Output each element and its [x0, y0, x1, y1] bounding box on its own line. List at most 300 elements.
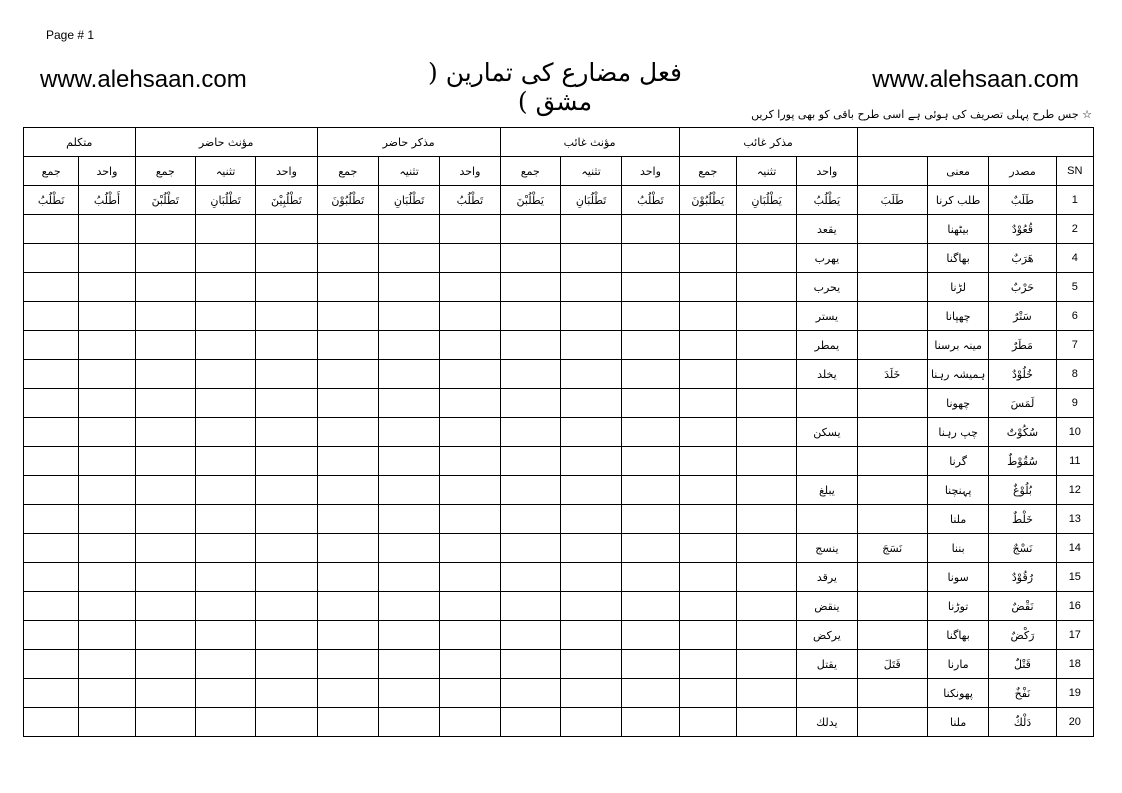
empty-form-cell[interactable] [378, 447, 439, 476]
empty-form-cell[interactable] [256, 592, 317, 621]
empty-form-cell[interactable] [500, 360, 560, 389]
cell-masdar: قُعُوْدٌ [989, 215, 1056, 244]
empty-form-cell[interactable] [679, 563, 736, 592]
empty-form-cell[interactable] [622, 650, 679, 679]
empty-form-cell[interactable] [24, 621, 79, 650]
empty-form-cell[interactable] [195, 534, 255, 563]
empty-form-cell[interactable] [500, 534, 560, 563]
empty-form-cell[interactable] [79, 505, 135, 534]
empty-form-cell[interactable] [317, 708, 378, 737]
empty-form-cell[interactable] [317, 389, 378, 418]
empty-form-cell[interactable] [256, 534, 317, 563]
empty-form-cell[interactable] [679, 476, 736, 505]
empty-form-cell[interactable] [560, 679, 621, 708]
empty-form-cell[interactable] [24, 679, 79, 708]
empty-form-cell[interactable] [560, 302, 621, 331]
empty-form-cell[interactable] [679, 360, 736, 389]
cell-sn: 4 [1056, 244, 1093, 273]
empty-form-cell[interactable] [79, 302, 135, 331]
cell-masdar: دَلْكٌ [989, 708, 1056, 737]
table-row [24, 360, 1094, 389]
empty-form-cell[interactable] [256, 389, 317, 418]
empty-form-cell[interactable] [317, 505, 378, 534]
empty-form-cell[interactable] [378, 331, 439, 360]
empty-form-cell[interactable] [560, 447, 621, 476]
website-left[interactable]: www.alehsaan.com [40, 66, 247, 93]
empty-form-cell[interactable] [378, 708, 439, 737]
empty-form-cell[interactable] [317, 331, 378, 360]
empty-form-cell[interactable] [24, 505, 79, 534]
empty-form-cell[interactable] [195, 302, 255, 331]
empty-form-cell[interactable] [560, 273, 621, 302]
cell-mudari[interactable]: يبلغ [797, 476, 857, 505]
empty-form-cell[interactable] [736, 679, 796, 708]
empty-form-cell[interactable] [736, 360, 796, 389]
empty-form-cell[interactable] [440, 447, 500, 476]
empty-form-cell[interactable] [679, 708, 736, 737]
empty-form-cell[interactable] [560, 215, 621, 244]
empty-form-cell[interactable] [679, 273, 736, 302]
empty-form-cell[interactable] [440, 273, 500, 302]
empty-form-cell[interactable] [622, 331, 679, 360]
empty-form-cell[interactable] [378, 534, 439, 563]
empty-form-cell[interactable] [256, 273, 317, 302]
empty-form-cell[interactable] [24, 389, 79, 418]
empty-form-cell[interactable] [135, 679, 195, 708]
empty-form-cell[interactable] [378, 302, 439, 331]
empty-form-cell[interactable] [378, 215, 439, 244]
cell-form: يَطْلُبْنَ [500, 186, 560, 215]
empty-form-cell[interactable] [195, 389, 255, 418]
empty-form-cell[interactable] [256, 650, 317, 679]
empty-form-cell[interactable] [135, 650, 195, 679]
empty-form-cell[interactable] [135, 621, 195, 650]
cell-madi [857, 302, 927, 331]
col-wahid: واحد [79, 157, 135, 186]
empty-form-cell[interactable] [378, 563, 439, 592]
cell-mani: ہمیشہ رہنا [927, 360, 988, 389]
empty-form-cell[interactable] [79, 534, 135, 563]
empty-form-cell[interactable] [195, 360, 255, 389]
table-row [24, 534, 1094, 563]
empty-form-cell[interactable] [736, 418, 796, 447]
empty-form-cell[interactable] [736, 389, 796, 418]
empty-form-cell[interactable] [24, 418, 79, 447]
empty-form-cell[interactable] [195, 331, 255, 360]
cell-madi [857, 505, 927, 534]
empty-form-cell[interactable] [24, 708, 79, 737]
empty-form-cell[interactable] [440, 708, 500, 737]
empty-form-cell[interactable] [256, 679, 317, 708]
empty-form-cell[interactable] [24, 592, 79, 621]
empty-form-cell[interactable] [500, 215, 560, 244]
empty-form-cell[interactable] [317, 418, 378, 447]
empty-form-cell[interactable] [195, 621, 255, 650]
empty-form-cell[interactable] [440, 331, 500, 360]
cell-mudari[interactable]: يقعد [797, 215, 857, 244]
empty-form-cell[interactable] [736, 447, 796, 476]
cell-form: تَطْلُبُ [440, 186, 500, 215]
empty-form-cell[interactable] [135, 215, 195, 244]
empty-form-cell[interactable] [560, 563, 621, 592]
empty-form-cell[interactable] [79, 273, 135, 302]
cell-sn: 9 [1056, 389, 1093, 418]
empty-form-cell[interactable] [195, 708, 255, 737]
empty-form-cell[interactable] [440, 418, 500, 447]
empty-form-cell[interactable] [195, 418, 255, 447]
cell-form: تَطْلُبَانِ [560, 186, 621, 215]
empty-form-cell[interactable] [378, 505, 439, 534]
cell-mani: بھاگنا [927, 244, 988, 273]
empty-form-cell[interactable] [679, 389, 736, 418]
empty-form-cell[interactable] [317, 592, 378, 621]
cell-sn: 18 [1056, 650, 1093, 679]
empty-form-cell[interactable] [440, 360, 500, 389]
empty-form-cell[interactable] [24, 244, 79, 273]
empty-form-cell[interactable] [79, 679, 135, 708]
empty-form-cell[interactable] [24, 273, 79, 302]
empty-form-cell[interactable] [79, 389, 135, 418]
empty-form-cell[interactable] [622, 302, 679, 331]
empty-form-cell[interactable] [560, 331, 621, 360]
cell-mudari[interactable]: يهرب [797, 244, 857, 273]
empty-form-cell[interactable] [135, 447, 195, 476]
empty-form-cell[interactable] [500, 418, 560, 447]
empty-form-cell[interactable] [622, 708, 679, 737]
cell-form: تَطْلُبِيْنَ [256, 186, 317, 215]
empty-form-cell[interactable] [24, 447, 79, 476]
empty-form-cell[interactable] [378, 650, 439, 679]
empty-form-cell[interactable] [679, 302, 736, 331]
cell-madi [857, 679, 927, 708]
empty-form-cell[interactable] [24, 563, 79, 592]
empty-form-cell[interactable] [736, 563, 796, 592]
empty-form-cell[interactable] [679, 244, 736, 273]
empty-form-cell[interactable] [736, 476, 796, 505]
empty-form-cell[interactable] [135, 563, 195, 592]
empty-form-cell[interactable] [135, 331, 195, 360]
empty-form-cell[interactable] [256, 215, 317, 244]
cell-mudari[interactable]: يخلد [797, 360, 857, 389]
empty-form-cell[interactable] [736, 650, 796, 679]
empty-form-cell[interactable] [24, 331, 79, 360]
empty-form-cell[interactable] [560, 418, 621, 447]
empty-form-cell[interactable] [195, 592, 255, 621]
empty-form-cell[interactable] [679, 215, 736, 244]
empty-form-cell[interactable] [195, 650, 255, 679]
cell-mudari[interactable]: يدلك [797, 708, 857, 737]
empty-form-cell[interactable] [378, 476, 439, 505]
cell-form: يَطْلُبُ [797, 186, 857, 215]
empty-form-cell[interactable] [500, 592, 560, 621]
cell-mudari[interactable]: ينسج [797, 534, 857, 563]
empty-form-cell[interactable] [500, 650, 560, 679]
cell-mani: گرنا [927, 447, 988, 476]
empty-form-cell[interactable] [440, 244, 500, 273]
empty-form-cell[interactable] [622, 621, 679, 650]
empty-form-cell[interactable] [378, 244, 439, 273]
website-right[interactable]: www.alehsaan.com [872, 66, 1079, 93]
empty-form-cell[interactable] [195, 273, 255, 302]
empty-form-cell[interactable] [560, 505, 621, 534]
empty-form-cell[interactable] [79, 476, 135, 505]
cell-madi [857, 215, 927, 244]
cell-mudari[interactable] [797, 505, 857, 534]
empty-form-cell[interactable] [622, 679, 679, 708]
empty-form-cell[interactable] [256, 476, 317, 505]
cell-mudari[interactable] [797, 679, 857, 708]
empty-form-cell[interactable] [500, 302, 560, 331]
empty-form-cell[interactable] [378, 592, 439, 621]
empty-form-cell[interactable] [79, 621, 135, 650]
cell-form: تَطْلُبُوْنَ [317, 186, 378, 215]
empty-form-cell[interactable] [500, 447, 560, 476]
empty-form-cell[interactable] [440, 679, 500, 708]
group-mutakallim: متکلم [24, 128, 136, 157]
empty-form-cell[interactable] [256, 302, 317, 331]
empty-form-cell[interactable] [679, 621, 736, 650]
empty-form-cell[interactable] [256, 331, 317, 360]
empty-form-cell[interactable] [736, 621, 796, 650]
empty-form-cell[interactable] [378, 621, 439, 650]
empty-form-cell[interactable] [679, 592, 736, 621]
empty-form-cell[interactable] [195, 679, 255, 708]
empty-form-cell[interactable] [256, 621, 317, 650]
empty-form-cell[interactable] [79, 418, 135, 447]
table-row [24, 621, 1094, 650]
cell-masdar: حَرْبٌ [989, 273, 1056, 302]
col-tasniya: تثنیہ [560, 157, 621, 186]
empty-form-cell[interactable] [500, 708, 560, 737]
empty-form-cell[interactable] [135, 244, 195, 273]
empty-form-cell[interactable] [736, 505, 796, 534]
empty-form-cell[interactable] [560, 708, 621, 737]
empty-form-cell[interactable] [560, 244, 621, 273]
empty-form-cell[interactable] [500, 505, 560, 534]
empty-form-cell[interactable] [256, 244, 317, 273]
empty-form-cell[interactable] [195, 476, 255, 505]
empty-form-cell[interactable] [195, 505, 255, 534]
empty-form-cell[interactable] [622, 273, 679, 302]
empty-form-cell[interactable] [622, 360, 679, 389]
empty-form-cell[interactable] [195, 215, 255, 244]
empty-form-cell[interactable] [135, 360, 195, 389]
empty-form-cell[interactable] [622, 563, 679, 592]
col-masdar: مصدر [989, 157, 1056, 186]
empty-form-cell[interactable] [79, 360, 135, 389]
cell-sn: 12 [1056, 476, 1093, 505]
empty-form-cell[interactable] [317, 360, 378, 389]
empty-form-cell[interactable] [256, 563, 317, 592]
empty-form-cell[interactable] [560, 476, 621, 505]
empty-form-cell[interactable] [317, 215, 378, 244]
empty-form-cell[interactable] [622, 476, 679, 505]
empty-form-cell[interactable] [135, 273, 195, 302]
empty-form-cell[interactable] [79, 331, 135, 360]
empty-form-cell[interactable] [500, 389, 560, 418]
empty-form-cell[interactable] [500, 679, 560, 708]
cell-sn: 13 [1056, 505, 1093, 534]
empty-form-cell[interactable] [378, 360, 439, 389]
empty-form-cell[interactable] [440, 650, 500, 679]
empty-form-cell[interactable] [500, 563, 560, 592]
cell-sn: 20 [1056, 708, 1093, 737]
empty-form-cell[interactable] [135, 389, 195, 418]
empty-form-cell[interactable] [24, 302, 79, 331]
empty-form-cell[interactable] [317, 476, 378, 505]
cell-mudari[interactable]: ينقض [797, 592, 857, 621]
empty-form-cell[interactable] [440, 563, 500, 592]
empty-form-cell[interactable] [378, 389, 439, 418]
empty-form-cell[interactable] [24, 650, 79, 679]
empty-form-cell[interactable] [256, 708, 317, 737]
cell-madi [857, 476, 927, 505]
cell-madi [857, 592, 927, 621]
empty-form-cell[interactable] [679, 534, 736, 563]
empty-form-cell[interactable] [79, 592, 135, 621]
empty-form-cell[interactable] [622, 447, 679, 476]
empty-form-cell[interactable] [79, 215, 135, 244]
empty-form-cell[interactable] [195, 447, 255, 476]
empty-form-cell[interactable] [256, 360, 317, 389]
empty-form-cell[interactable] [135, 592, 195, 621]
empty-form-cell[interactable] [736, 331, 796, 360]
cell-masdar: رُقُوْدٌ [989, 563, 1056, 592]
empty-form-cell[interactable] [736, 592, 796, 621]
cell-form: أَطْلُبُ [79, 186, 135, 215]
cell-masdar: لَمَسَ [989, 389, 1056, 418]
empty-form-cell[interactable] [195, 244, 255, 273]
empty-form-cell[interactable] [500, 331, 560, 360]
empty-form-cell[interactable] [378, 418, 439, 447]
empty-form-cell[interactable] [679, 331, 736, 360]
cell-mudari[interactable]: يستر [797, 302, 857, 331]
empty-form-cell[interactable] [440, 621, 500, 650]
empty-form-cell[interactable] [560, 534, 621, 563]
cell-madi [857, 418, 927, 447]
empty-form-cell[interactable] [79, 708, 135, 737]
empty-form-cell[interactable] [317, 563, 378, 592]
empty-form-cell[interactable] [440, 534, 500, 563]
cell-mudari[interactable]: يقتل [797, 650, 857, 679]
empty-form-cell[interactable] [736, 302, 796, 331]
cell-mani: چپ رہنا [927, 418, 988, 447]
instruction-text: ☆ جس طرح پہلی تصریف کی ہوئی ہے اسی طرح باقی کو بھی پورا کریں [751, 108, 1092, 121]
empty-form-cell[interactable] [24, 476, 79, 505]
empty-form-cell[interactable] [622, 389, 679, 418]
cell-mudari[interactable]: يمطر [797, 331, 857, 360]
empty-form-cell[interactable] [135, 476, 195, 505]
empty-form-cell[interactable] [560, 360, 621, 389]
col-wahid: واحد [797, 157, 857, 186]
group-muzakkar-ghaib: مذکر غائب [679, 128, 857, 157]
empty-form-cell[interactable] [679, 447, 736, 476]
empty-form-cell[interactable] [560, 650, 621, 679]
cell-mudari[interactable] [797, 447, 857, 476]
empty-form-cell[interactable] [736, 244, 796, 273]
empty-form-cell[interactable] [500, 476, 560, 505]
empty-form-cell[interactable] [622, 534, 679, 563]
empty-form-cell[interactable] [317, 244, 378, 273]
empty-form-cell[interactable] [440, 302, 500, 331]
empty-form-cell[interactable] [440, 592, 500, 621]
empty-form-cell[interactable] [135, 302, 195, 331]
empty-form-cell[interactable] [440, 505, 500, 534]
empty-form-cell[interactable] [79, 650, 135, 679]
empty-form-cell[interactable] [378, 679, 439, 708]
cell-mudari[interactable]: يركض [797, 621, 857, 650]
empty-form-cell[interactable] [679, 650, 736, 679]
empty-form-cell[interactable] [736, 215, 796, 244]
empty-form-cell[interactable] [79, 244, 135, 273]
cell-mudari[interactable]: يرقد [797, 563, 857, 592]
empty-form-cell[interactable] [679, 418, 736, 447]
empty-form-cell[interactable] [378, 273, 439, 302]
empty-form-cell[interactable] [24, 360, 79, 389]
empty-form-cell[interactable] [79, 447, 135, 476]
col-wahid: واحد [622, 157, 679, 186]
empty-form-cell[interactable] [736, 708, 796, 737]
empty-form-cell[interactable] [317, 679, 378, 708]
empty-form-cell[interactable] [560, 389, 621, 418]
col-jam: جمع [317, 157, 378, 186]
empty-form-cell[interactable] [135, 708, 195, 737]
empty-form-cell[interactable] [560, 621, 621, 650]
empty-form-cell[interactable] [622, 505, 679, 534]
empty-form-cell[interactable] [195, 563, 255, 592]
empty-form-cell[interactable] [500, 621, 560, 650]
cell-mudari[interactable]: يسكن [797, 418, 857, 447]
empty-form-cell[interactable] [736, 273, 796, 302]
empty-form-cell[interactable] [622, 418, 679, 447]
empty-form-cell[interactable] [440, 476, 500, 505]
cell-masdar: خُلُوْدٌ [989, 360, 1056, 389]
empty-form-cell[interactable] [736, 534, 796, 563]
empty-form-cell[interactable] [622, 592, 679, 621]
empty-form-cell[interactable] [500, 244, 560, 273]
empty-form-cell[interactable] [135, 534, 195, 563]
table-row [24, 447, 1094, 476]
empty-form-cell[interactable] [256, 447, 317, 476]
empty-form-cell[interactable] [679, 679, 736, 708]
empty-form-cell[interactable] [256, 505, 317, 534]
empty-form-cell[interactable] [560, 592, 621, 621]
empty-form-cell[interactable] [500, 273, 560, 302]
empty-form-cell[interactable] [679, 505, 736, 534]
empty-form-cell[interactable] [135, 505, 195, 534]
empty-form-cell[interactable] [24, 215, 79, 244]
empty-form-cell[interactable] [256, 418, 317, 447]
empty-form-cell[interactable] [440, 389, 500, 418]
cell-mudari[interactable]: يحرب [797, 273, 857, 302]
empty-form-cell[interactable] [622, 244, 679, 273]
empty-form-cell[interactable] [317, 534, 378, 563]
empty-form-cell[interactable] [135, 418, 195, 447]
empty-form-cell[interactable] [317, 621, 378, 650]
empty-form-cell[interactable] [24, 534, 79, 563]
group-muannath-hazir: مؤنث حاضر [135, 128, 317, 157]
empty-form-cell[interactable] [79, 563, 135, 592]
empty-form-cell[interactable] [317, 273, 378, 302]
cell-mudari[interactable] [797, 389, 857, 418]
empty-form-cell[interactable] [317, 650, 378, 679]
empty-form-cell[interactable] [440, 215, 500, 244]
cell-sn: 1 [1056, 186, 1093, 215]
cell-masdar: قَتْلٌ [989, 650, 1056, 679]
empty-form-cell[interactable] [317, 447, 378, 476]
empty-form-cell[interactable] [317, 302, 378, 331]
empty-form-cell[interactable] [622, 215, 679, 244]
